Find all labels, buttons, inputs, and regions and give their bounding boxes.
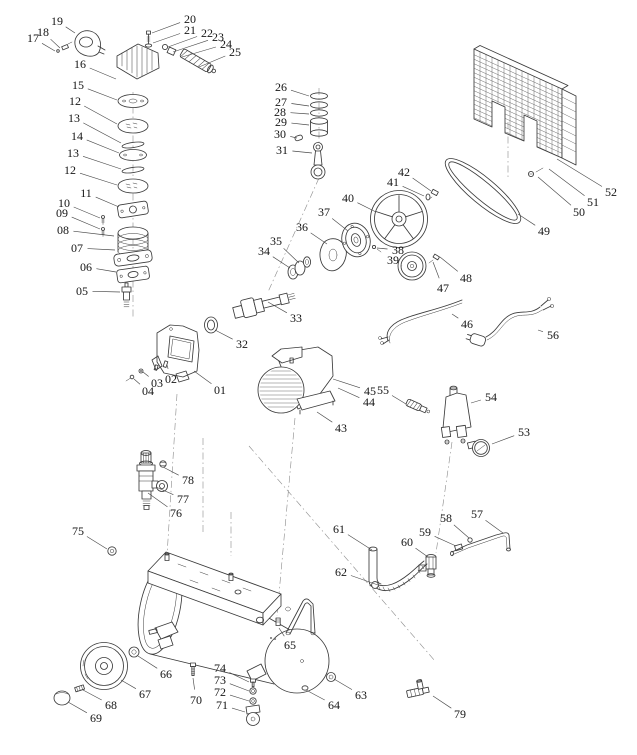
part-label-51: 51 xyxy=(587,195,599,209)
leader-line-52 xyxy=(557,159,602,187)
motor xyxy=(258,347,335,414)
wheel-washer xyxy=(129,647,139,657)
leader-line-71 xyxy=(232,708,245,712)
part-label-78: 78 xyxy=(182,473,194,487)
cylinder-gasket xyxy=(116,266,149,283)
cylinder-head xyxy=(117,44,159,79)
leader-line-56 xyxy=(538,330,543,332)
part-label-22: 22 xyxy=(201,26,213,40)
flywheel-bolt xyxy=(426,189,438,200)
part-label-48: 48 xyxy=(460,271,472,285)
leader-line-72 xyxy=(230,695,249,701)
part-label-39: 39 xyxy=(387,253,399,267)
part-label-38: 38 xyxy=(392,243,404,257)
leader-line-06 xyxy=(96,269,116,272)
leader-line-75 xyxy=(87,537,107,550)
flywheel xyxy=(371,191,428,248)
part-label-61: 61 xyxy=(333,522,345,536)
part-label-64: 64 xyxy=(328,698,340,712)
connecting-rod xyxy=(311,143,325,180)
leader-line-64 xyxy=(306,690,325,700)
part-label-26: 26 xyxy=(275,80,287,94)
leader-line-68 xyxy=(83,690,102,700)
part-label-31: 31 xyxy=(276,143,288,157)
part-label-76: 76 xyxy=(170,506,182,520)
leader-line-11 xyxy=(96,197,119,207)
leader-line-15 xyxy=(88,89,117,100)
leader-line-10 xyxy=(74,207,100,218)
leader-line-07 xyxy=(88,249,116,250)
part-label-16: 16 xyxy=(74,57,86,71)
leader-line-16 xyxy=(90,68,116,79)
foot-bolt xyxy=(191,663,196,676)
seal-washer xyxy=(108,547,116,555)
leader-line-08 xyxy=(73,231,114,236)
part-label-25: 25 xyxy=(229,45,241,59)
part-label-66: 66 xyxy=(160,667,172,681)
part-label-60: 60 xyxy=(401,535,413,549)
leader-line-12 xyxy=(84,106,117,124)
part-label-40: 40 xyxy=(342,191,354,205)
part-label-02: 02 xyxy=(165,372,177,386)
leader-line-46 xyxy=(452,314,458,318)
tee-fitting xyxy=(405,678,430,697)
leader-line-32 xyxy=(215,330,233,339)
part-label-36: 36 xyxy=(296,220,308,234)
part-label-73: 73 xyxy=(214,673,226,687)
part-label-15: 15 xyxy=(72,78,84,92)
leader-line-78 xyxy=(163,467,179,475)
leader-line-54 xyxy=(471,400,481,403)
pressure-switch xyxy=(441,386,471,444)
part-label-44: 44 xyxy=(363,395,375,409)
leader-line-59 xyxy=(435,536,456,546)
leader-line-34 xyxy=(273,257,290,268)
drive-belt xyxy=(438,150,528,232)
caster-hardware xyxy=(246,679,260,726)
leader-line-13 xyxy=(83,156,121,169)
leader-line-60 xyxy=(416,548,429,557)
regulator xyxy=(137,451,168,510)
part-label-19: 19 xyxy=(51,14,63,28)
crankshaft xyxy=(232,288,297,321)
leader-line-53 xyxy=(492,436,514,444)
leader-line-35 xyxy=(284,248,299,263)
leader-line-45 xyxy=(333,379,360,388)
part-label-17: 17 xyxy=(27,31,39,45)
leader-line-04 xyxy=(134,379,140,384)
leader-line-26 xyxy=(291,90,309,96)
power-cord-plug xyxy=(465,297,553,347)
regulator-nut xyxy=(160,461,166,467)
part-label-21: 21 xyxy=(184,23,196,37)
part-label-65: 65 xyxy=(284,638,296,652)
leader-line-28 xyxy=(291,113,310,114)
part-label-55: 55 xyxy=(377,383,389,397)
part-label-41: 41 xyxy=(387,175,399,189)
part-label-70: 70 xyxy=(190,693,202,707)
part-label-11: 11 xyxy=(80,186,92,200)
part-label-20: 20 xyxy=(184,12,196,26)
leader-line-44 xyxy=(338,388,359,398)
part-label-52: 52 xyxy=(605,185,617,199)
intake-valve xyxy=(122,283,131,307)
leader-line-70 xyxy=(193,678,195,690)
part-label-75: 75 xyxy=(72,524,84,538)
part-label-18: 18 xyxy=(37,25,49,39)
leader-line-19 xyxy=(66,27,75,33)
part-label-33: 33 xyxy=(290,311,302,325)
part-label-79: 79 xyxy=(454,707,466,721)
part-label-03: 03 xyxy=(151,376,163,390)
leader-line-03 xyxy=(143,372,149,377)
valve-bolts xyxy=(102,216,105,237)
leader-line-48 xyxy=(440,257,458,271)
part-label-34: 34 xyxy=(258,244,270,258)
wheel-cap xyxy=(54,691,70,705)
part-label-46: 46 xyxy=(461,317,473,331)
unloader-fitting xyxy=(162,44,175,55)
part-label-45: 45 xyxy=(364,384,376,398)
pressure-gauge xyxy=(467,440,489,457)
part-label-72: 72 xyxy=(214,685,226,699)
part-label-56: 56 xyxy=(547,328,559,342)
leader-line-57 xyxy=(486,520,504,533)
part-label-67: 67 xyxy=(139,687,151,701)
leader-line-50 xyxy=(538,177,571,205)
unloader-tube xyxy=(180,49,218,76)
part-label-09: 09 xyxy=(56,206,68,220)
elbow-fitting xyxy=(419,555,436,578)
leader-line-29 xyxy=(291,123,309,125)
check-valve-fitting xyxy=(405,399,431,416)
part-label-68: 68 xyxy=(105,698,117,712)
bearing-cover xyxy=(338,220,374,260)
leader-line-63 xyxy=(334,679,352,690)
part-label-28: 28 xyxy=(274,105,286,119)
bearing xyxy=(288,257,311,279)
part-label-49: 49 xyxy=(538,224,550,238)
leader-line-13 xyxy=(83,123,121,143)
leader-line-55 xyxy=(392,396,406,405)
part-label-13: 13 xyxy=(67,146,79,160)
part-label-54: 54 xyxy=(485,390,497,404)
part-label-43: 43 xyxy=(335,421,347,435)
part-label-06: 06 xyxy=(80,260,92,274)
part-label-13: 13 xyxy=(68,111,80,125)
leader-line-23 xyxy=(173,40,208,52)
part-label-01: 01 xyxy=(214,383,226,397)
part-label-23: 23 xyxy=(212,30,224,44)
leader-line-76 xyxy=(148,493,168,507)
leader-line-42 xyxy=(413,178,431,191)
pulley-bolt xyxy=(429,254,439,263)
leader-line-67 xyxy=(121,680,136,689)
part-label-35: 35 xyxy=(270,234,282,248)
leader-line-73 xyxy=(230,684,249,691)
leader-line-17 xyxy=(42,43,55,51)
leader-line-20 xyxy=(152,23,180,33)
part-label-62: 62 xyxy=(335,565,347,579)
leader-line-38 xyxy=(377,248,388,249)
part-label-14: 14 xyxy=(71,129,83,143)
head-bolt xyxy=(145,31,151,47)
leader-line-61 xyxy=(348,535,372,550)
part-label-05: 05 xyxy=(76,284,88,298)
part-label-10: 10 xyxy=(58,196,70,210)
part-label-63: 63 xyxy=(355,688,367,702)
leader-line-69 xyxy=(68,702,87,713)
leader-line-62 xyxy=(351,576,378,586)
leader-line-37 xyxy=(332,219,348,232)
cylinder xyxy=(113,227,152,267)
leader-line-51 xyxy=(549,169,585,196)
wheel xyxy=(81,643,128,690)
leader-line-79 xyxy=(433,696,451,708)
leader-line-66 xyxy=(138,656,157,668)
leader-line-18 xyxy=(51,39,60,48)
part-label-69: 69 xyxy=(90,711,102,725)
part-label-08: 08 xyxy=(57,223,69,237)
part-label-29: 29 xyxy=(275,115,287,129)
leader-line-47 xyxy=(433,262,439,278)
leader-line-27 xyxy=(291,104,309,107)
part-label-59: 59 xyxy=(419,525,431,539)
part-label-77: 77 xyxy=(177,492,189,506)
part-label-47: 47 xyxy=(437,281,449,295)
part-label-24: 24 xyxy=(220,37,232,51)
part-label-04: 04 xyxy=(142,384,154,398)
part-label-74: 74 xyxy=(214,661,226,675)
part-label-58: 58 xyxy=(440,511,452,525)
part-label-42: 42 xyxy=(398,165,410,179)
part-label-07: 07 xyxy=(71,241,83,255)
part-label-30: 30 xyxy=(274,127,286,141)
leader-line-05 xyxy=(93,291,121,292)
grille-screw xyxy=(528,168,543,177)
leader-line-01 xyxy=(194,371,212,384)
air-filter xyxy=(75,31,105,56)
pulley-set-screw xyxy=(372,245,381,252)
part-label-12: 12 xyxy=(64,163,76,177)
part-label-57: 57 xyxy=(471,507,483,521)
braided-hose xyxy=(372,561,427,592)
part-label-50: 50 xyxy=(573,205,585,219)
part-label-37: 37 xyxy=(318,205,330,219)
leader-line-36 xyxy=(311,233,327,244)
leader-line-58 xyxy=(454,525,469,538)
part-label-32: 32 xyxy=(236,337,248,351)
belt-guard-grille xyxy=(468,42,580,175)
motor-lead-wire xyxy=(379,300,463,345)
leader-line-14 xyxy=(87,140,119,153)
axle-bolt xyxy=(75,685,85,692)
leader-line-09 xyxy=(72,217,100,229)
leader-line-12 xyxy=(80,173,117,185)
leader-line-43 xyxy=(317,412,332,422)
leader-line-21 xyxy=(153,34,180,44)
part-label-53: 53 xyxy=(518,425,530,439)
leader-line-31 xyxy=(292,151,312,153)
part-label-12: 12 xyxy=(69,94,81,108)
part-label-71: 71 xyxy=(216,698,228,712)
part-label-27: 27 xyxy=(275,95,287,109)
